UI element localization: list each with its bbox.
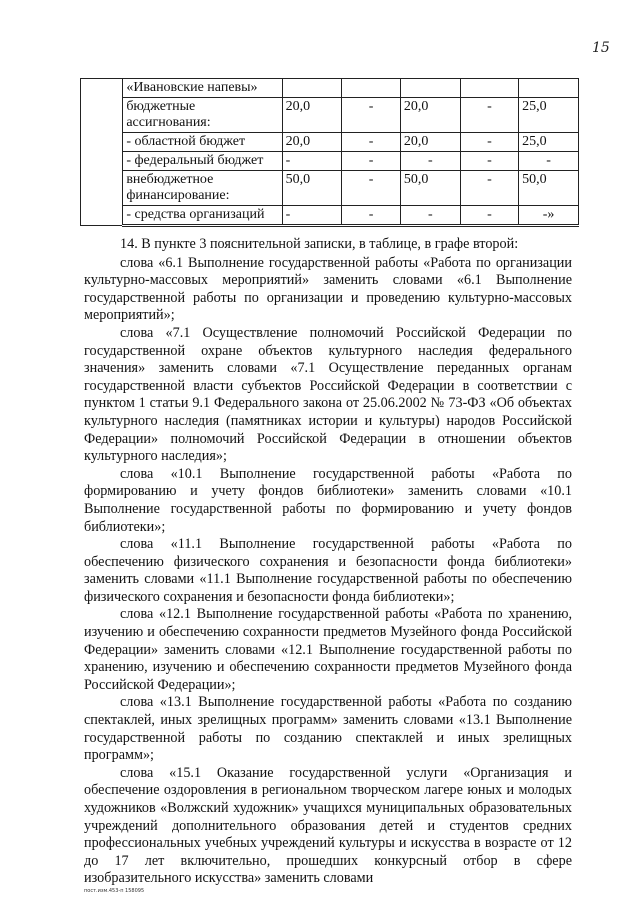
value-cell: - xyxy=(342,206,400,226)
value-cell xyxy=(460,79,518,98)
paragraph: слова «13.1 Выполнение государственной работы «Работа по созданию спектаклей, иных зрелищных программ» заменить словами «13.1 Выполнение государственной работы по созданию спектаклей и иных зрелищных программ»; xyxy=(84,694,572,764)
paragraph: слова «11.1 Выполнение государственной работы «Работа по обеспечению физического сохранения и безопасности фонда библиотеки» заменить словами «11.1 Выполнение государственной работы по обеспечению физического сохранения и безопасности фонда библиотеки»; xyxy=(84,536,572,605)
paragraph: слова «7.1 Осуществление полномочий Российской Федерации по государственной охране объектов культурного наследия федерального значения» заменить словами «7.1 Осуществление переданных органам государственной власти субъектов Российской Федерации в соответствии с пунктом 1 статьи 9.1 Федерального закона от 25.06.2002 № 73-ФЗ «Об объектах культурного наследия (памятниках истории и культуры) народов Российской Федерации» полномочий Российской Федерации в отношении объектов культурного наследия»; xyxy=(84,324,572,465)
value-cell: - xyxy=(460,152,518,171)
value-cell: - xyxy=(460,133,518,152)
paragraph: слова «6.1 Выполнение государственной работы «Работа по организации культурно-массовых мероприятий» заменить словами «6.1 Выполнение государственной работы по организации и проведению культурно-массовых мероприятий»; xyxy=(84,254,572,324)
value-cell xyxy=(400,79,460,98)
row-label: - областной бюджет xyxy=(123,133,282,152)
value-cell xyxy=(519,79,579,98)
blank-column-cell xyxy=(81,79,123,226)
value-cell: - xyxy=(519,152,579,171)
footer-code: пост.изм.453-п 158095 xyxy=(84,888,145,894)
budget-table xyxy=(80,78,579,227)
paragraph: слова «10.1 Выполнение государственной работы «Работа по формированию и учету фондов библиотеки» заменить словами «10.1 Выполнение государственной работы по формированию и учету фондов библиотеки»; xyxy=(84,465,572,535)
value-cell: - xyxy=(282,206,342,226)
row-label: «Ивановские напевы» xyxy=(123,79,282,98)
value-cell: 25,0 xyxy=(519,133,579,152)
value-cell: - xyxy=(460,98,518,133)
value-cell: - xyxy=(400,206,460,226)
row-label: - средства организаций xyxy=(123,206,282,226)
value-cell xyxy=(282,79,342,98)
paragraph: слова «15.1 Оказание государственной услуги «Организация и обеспечение оздоровления в региональном творческом лагере юных и молодых художников «Волжский художник» учащихся муниципальных образовательных учреждений дополнительного образования детей и студентов средних профессиональных учебных учреждений культуры и искусства в возрасте от 12 до 17 лет включительно, прошедших конкурсный отбор в сфере изобразительного искусства» заменить словами xyxy=(84,764,572,887)
table-row xyxy=(81,79,579,98)
value-cell xyxy=(342,79,400,98)
value-cell: 25,0 xyxy=(519,98,579,133)
value-cell: - xyxy=(460,206,518,226)
paragraph: 14. В пункте 3 пояснительной записки, в таблице, в графе второй: xyxy=(120,236,519,252)
value-cell: -» xyxy=(519,206,579,226)
body-text xyxy=(84,236,572,888)
value-cell: 20,0 xyxy=(282,98,342,133)
value-cell: 20,0 xyxy=(282,133,342,152)
row-label: бюджетные ассигнования: xyxy=(123,98,282,133)
value-cell: 50,0 xyxy=(400,171,460,206)
value-cell: - xyxy=(342,152,400,171)
value-cell: - xyxy=(400,152,460,171)
value-cell: - xyxy=(342,133,400,152)
table-row xyxy=(81,133,579,152)
row-label: - федеральный бюджет xyxy=(123,152,282,171)
value-cell: 50,0 xyxy=(282,171,342,206)
table-row xyxy=(81,152,579,171)
table-row xyxy=(81,206,579,226)
value-cell: 20,0 xyxy=(400,98,460,133)
value-cell: - xyxy=(342,98,400,133)
row-label: внебюджетное финансирование: xyxy=(123,171,282,206)
paragraph: слова «12.1 Выполнение государственной работы «Работа по хранению, изучению и обеспечению сохранности предметов Музейного фонда Российской Федерации» заменить словами «12.1 Выполнение государственной работы по хранению, изучению и обеспечению сохранности предметов Музейного фонда Российской Федерации»; xyxy=(84,606,572,693)
page-number: 15 xyxy=(592,40,610,56)
value-cell: 50,0 xyxy=(519,171,579,206)
table-row xyxy=(81,98,579,133)
value-cell: 20,0 xyxy=(400,133,460,152)
table-row xyxy=(81,171,579,206)
value-cell: - xyxy=(342,171,400,206)
value-cell: - xyxy=(282,152,342,171)
value-cell: - xyxy=(460,171,518,206)
